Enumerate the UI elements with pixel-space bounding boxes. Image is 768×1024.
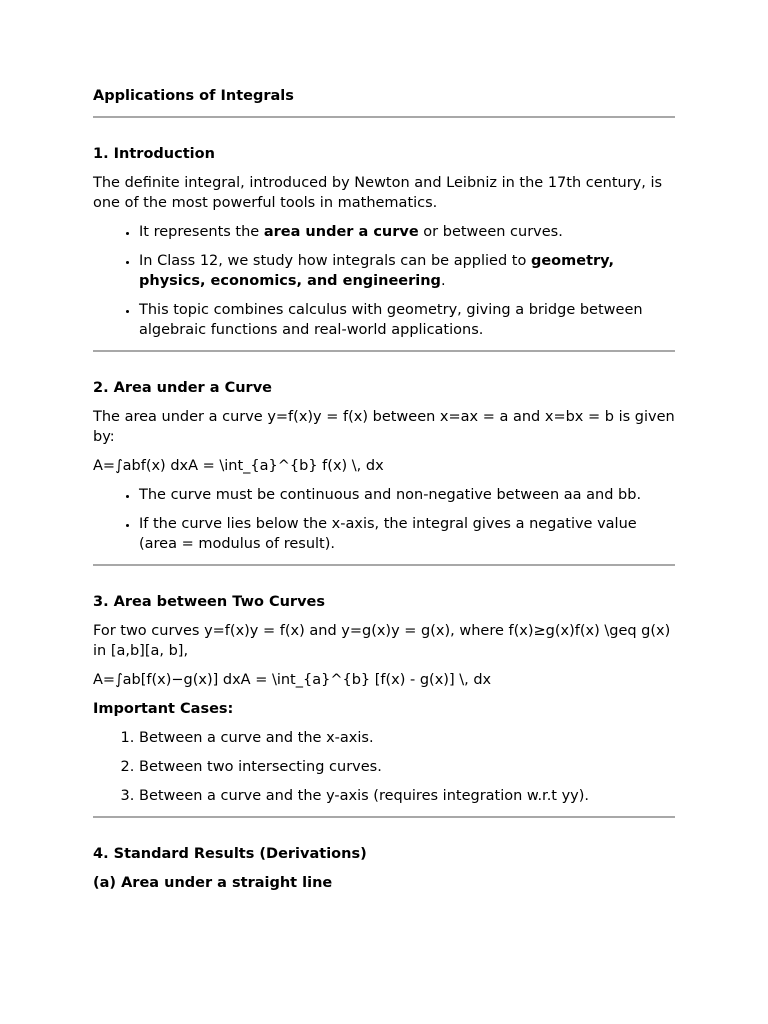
document-page bbox=[93, 86, 675, 893]
subheading-straight-line: (a) Area under a straight line bbox=[93, 875, 333, 891]
important-cases-label: Important Cases: bbox=[93, 701, 234, 717]
section-heading-area-under-curve: 2. Area under a Curve bbox=[93, 380, 272, 396]
between-paragraph: For two curves y=f(x)y = f(x) and y=g(x)y = g(x), where f(x)≥g(x)f(x) \geq g(x) in [a,b][a, b], bbox=[93, 623, 671, 659]
between-formula: A=∫ab[f(x)−g(x)] dxA = \int_{a}^{b} [f(x) - g(x)] \, dx bbox=[93, 672, 492, 688]
list-item: 3. Between a curve and the y-axis (requires integration w.r.t yy). bbox=[139, 786, 675, 806]
intro-paragraph: The definite integral, introduced by Newton and Leibniz in the 17th century, is one of the most powerful tools in mathematics. bbox=[93, 175, 663, 211]
document-title: Applications of Integrals bbox=[93, 88, 294, 104]
list-item: • In Class 12, we study how integrals can be applied to geometry, physics, economics, and engineering. bbox=[139, 251, 675, 291]
divider bbox=[93, 350, 675, 352]
list-item: 2. Between two intersecting curves. bbox=[139, 757, 675, 777]
section-heading-area-between-curves: 3. Area between Two Curves bbox=[93, 594, 325, 610]
list-item: • It represents the area under a curve or between curves. bbox=[139, 222, 675, 242]
divider bbox=[93, 116, 675, 118]
section-heading-introduction: 1. Introduction bbox=[93, 146, 215, 162]
area-bullet-list bbox=[93, 485, 675, 554]
divider bbox=[93, 564, 675, 566]
important-cases-list bbox=[93, 728, 675, 806]
list-item: 1. Between a curve and the x-axis. bbox=[139, 728, 675, 748]
area-formula: A=∫abf(x) dxA = \int_{a}^{b} f(x) \, dx bbox=[93, 458, 384, 474]
list-item: • If the curve lies below the x-axis, the integral gives a negative value (area = modulus of result). bbox=[139, 514, 675, 554]
list-item: • This topic combines calculus with geometry, giving a bridge between algebraic functions and real-world applications. bbox=[139, 300, 675, 340]
intro-bullet-list bbox=[93, 222, 675, 340]
section-heading-standard-results: 4. Standard Results (Derivations) bbox=[93, 846, 367, 862]
list-item: • The curve must be continuous and non-negative between aa and bb. bbox=[139, 485, 675, 505]
divider bbox=[93, 816, 675, 818]
area-paragraph: The area under a curve y=f(x)y = f(x) between x=ax = a and x=bx = b is given by: bbox=[93, 409, 675, 445]
